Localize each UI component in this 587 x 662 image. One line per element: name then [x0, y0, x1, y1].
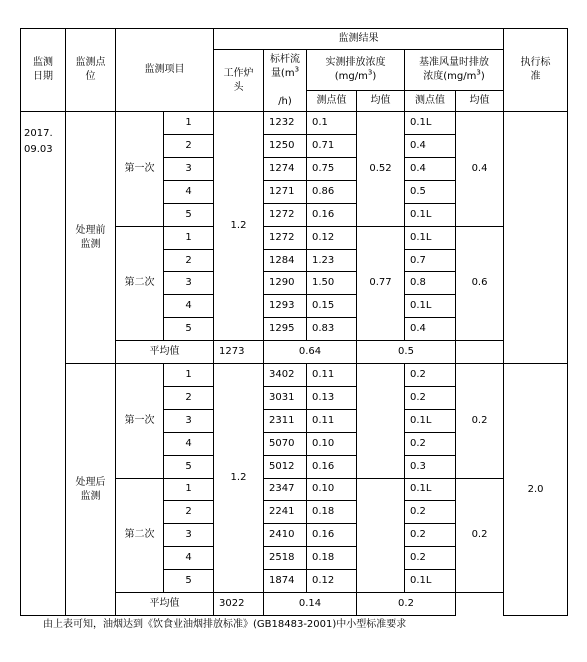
point-number: 5	[164, 455, 214, 478]
average-label: 平均值	[116, 341, 214, 364]
baseline-value: 0.7	[405, 249, 456, 272]
header-standard: 执行标 准	[504, 29, 568, 112]
flow-value: 2241	[264, 501, 307, 524]
point-number: 2	[164, 135, 214, 158]
measured-value: 0.1	[307, 112, 357, 135]
burners-before: 1.2	[214, 112, 264, 341]
header-item: 监测项目	[116, 29, 214, 112]
point-number: 2	[164, 501, 214, 524]
baseline-value: 0.4	[405, 158, 456, 181]
baseline-avg: 0.2	[456, 364, 504, 478]
measured-value: 0.15	[307, 295, 357, 318]
average-measured: 0.14	[264, 592, 357, 615]
baseline-value: 0.1L	[405, 478, 456, 501]
average-flow: 3022	[214, 592, 264, 615]
point-number: 3	[164, 158, 214, 181]
round-label: 第二次	[116, 478, 164, 592]
point-number: 1	[164, 112, 214, 135]
point-number: 3	[164, 524, 214, 547]
baseline-value: 0.2	[405, 524, 456, 547]
baseline-value: 0.1L	[405, 570, 456, 593]
measured-value: 0.13	[307, 386, 357, 409]
header-location: 监测点 位	[66, 29, 116, 112]
round-label: 第一次	[116, 364, 164, 478]
baseline-value: 0.1L	[405, 203, 456, 226]
measured-value: 0.10	[307, 478, 357, 501]
measured-value: 0.10	[307, 432, 357, 455]
header-burners: 工作炉 头	[214, 49, 264, 111]
measured-value: 0.83	[307, 318, 357, 341]
table-row	[21, 112, 568, 135]
baseline-value: 0.2	[405, 432, 456, 455]
point-number: 5	[164, 570, 214, 593]
baseline-value: 0.4	[405, 318, 456, 341]
flow-value: 5012	[264, 455, 307, 478]
point-number: 1	[164, 226, 214, 249]
baseline-value: 0.5	[405, 180, 456, 203]
header-measured-conc: 实测排放浓度 $(mg/m^3)$	[307, 49, 405, 91]
flow-value: 1293	[264, 295, 307, 318]
measured-value: 0.11	[307, 364, 357, 387]
point-number: 2	[164, 249, 214, 272]
baseline-avg: 0.2	[456, 478, 504, 592]
measured-value: 1.50	[307, 272, 357, 295]
header-measured-point: 测点值	[307, 91, 357, 112]
point-number: 4	[164, 295, 214, 318]
flow-value: 3402	[264, 364, 307, 387]
flow-value: 2347	[264, 478, 307, 501]
location-before: 处理前 监测	[66, 112, 116, 364]
header-baseline-avg: 均值	[456, 91, 504, 112]
flow-value: 1290	[264, 272, 307, 295]
point-number: 4	[164, 547, 214, 570]
flow-value: 1272	[264, 226, 307, 249]
point-number: 4	[164, 180, 214, 203]
point-number: 1	[164, 478, 214, 501]
measured-value: 0.16	[307, 524, 357, 547]
measured-value: 0.12	[307, 570, 357, 593]
point-number: 5	[164, 318, 214, 341]
baseline-value: 0.1L	[405, 226, 456, 249]
flow-value: 1232	[264, 112, 307, 135]
header-baseline-point: 测点值	[405, 91, 456, 112]
header-flow: 标杆流 量($m^3$ /h)	[264, 49, 307, 111]
measured-avg: 0.52	[357, 112, 405, 226]
baseline-avg: 0.4	[456, 112, 504, 226]
measured-value: 0.16	[307, 455, 357, 478]
footnote: 由上表可知，油烟达到《饮食业油烟排放标准》(GB18483-2001)中小型标准要求	[43, 619, 407, 630]
flow-value: 1295	[264, 318, 307, 341]
header-date: 监测 日期	[21, 29, 66, 112]
baseline-value: 0.2	[405, 547, 456, 570]
baseline-avg: 0.6	[456, 226, 504, 340]
header-results: 监测结果	[214, 29, 504, 50]
measured-avg: 0.77	[357, 226, 405, 340]
header-baseline-conc: 基准风量时排放 浓度$(mg/m^3)$	[405, 49, 504, 91]
point-number: 3	[164, 409, 214, 432]
point-number: 4	[164, 432, 214, 455]
standard-value: 2.0	[504, 364, 568, 616]
point-number: 5	[164, 203, 214, 226]
average-measured: 0.64	[264, 341, 357, 364]
measured-value: 0.18	[307, 501, 357, 524]
measured-value: 0.12	[307, 226, 357, 249]
standard-empty	[504, 112, 568, 364]
flow-value: 2518	[264, 547, 307, 570]
flow-value: 1284	[264, 249, 307, 272]
monitoring-results-table	[20, 28, 568, 616]
measured-value: 0.18	[307, 547, 357, 570]
point-number: 3	[164, 272, 214, 295]
baseline-value: 0.2	[405, 364, 456, 387]
baseline-value: 0.3	[405, 455, 456, 478]
average-baseline: 0.5	[357, 341, 456, 364]
baseline-value: 0.2	[405, 386, 456, 409]
table-row	[21, 364, 568, 387]
measured-value: 1.23	[307, 249, 357, 272]
flow-value: 5070	[264, 432, 307, 455]
flow-value: 1874	[264, 570, 307, 593]
flow-value: 3031	[264, 386, 307, 409]
flow-value: 1272	[264, 203, 307, 226]
burners-after: 1.2	[214, 364, 264, 593]
measured-value: 0.71	[307, 135, 357, 158]
point-number: 2	[164, 386, 214, 409]
location-after: 处理后 监测	[66, 364, 116, 616]
baseline-value: 0.2	[405, 501, 456, 524]
flow-value: 1274	[264, 158, 307, 181]
baseline-value: 0.1L	[405, 112, 456, 135]
monitor-date: 2017. 09.03	[21, 112, 66, 616]
measured-value: 0.75	[307, 158, 357, 181]
flow-value: 1250	[264, 135, 307, 158]
measured-avg	[357, 478, 405, 592]
round-label: 第一次	[116, 112, 164, 226]
measured-avg	[357, 364, 405, 478]
measured-value: 0.16	[307, 203, 357, 226]
round-label: 第二次	[116, 226, 164, 340]
baseline-value: 0.8	[405, 272, 456, 295]
average-baseline: 0.2	[357, 592, 456, 615]
baseline-value: 0.1L	[405, 295, 456, 318]
baseline-value: 0.4	[405, 135, 456, 158]
measured-value: 0.11	[307, 409, 357, 432]
flow-value: 2410	[264, 524, 307, 547]
flow-value: 1271	[264, 180, 307, 203]
header-measured-avg: 均值	[357, 91, 405, 112]
average-label: 平均值	[116, 592, 214, 615]
average-flow: 1273	[214, 341, 264, 364]
measured-value: 0.86	[307, 180, 357, 203]
point-number: 1	[164, 364, 214, 387]
flow-value: 2311	[264, 409, 307, 432]
baseline-value: 0.1L	[405, 409, 456, 432]
